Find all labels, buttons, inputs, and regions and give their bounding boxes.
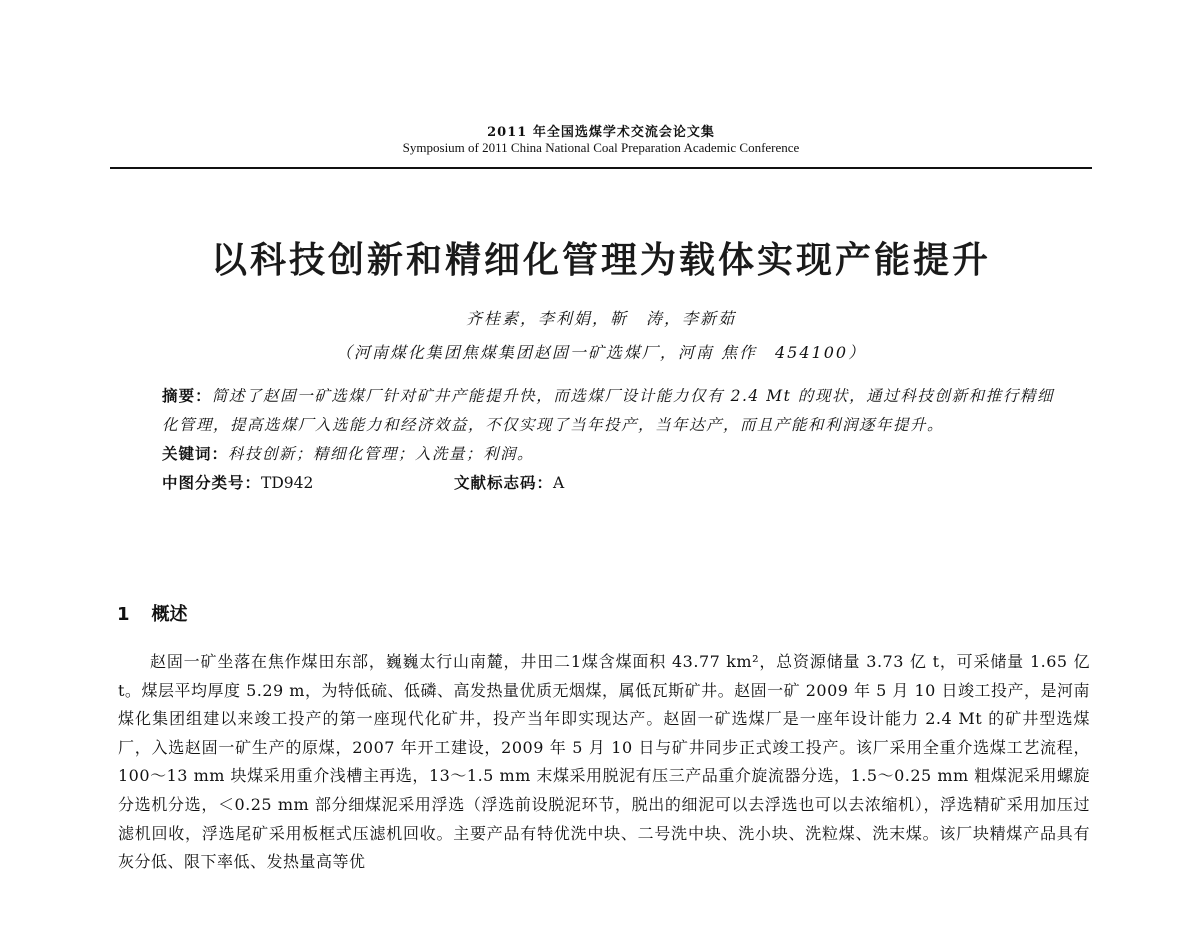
body-text [118,648,1090,877]
keywords-label: 关键词： [162,445,229,463]
document-code-label: 文献标志码： [454,474,554,492]
keywords [162,440,1054,469]
section-number: 1 [117,604,130,625]
abstract [162,382,1054,440]
classification-row [162,469,1054,498]
running-head [110,126,1092,156]
document-code-value: A [553,474,565,492]
abstract-text: 简述了赵固一矿选煤厂针对矿井产能提升快，而选煤厂设计能力仅有 2.4 Mt 的现状，通过科技创新和推行精细化管理，提高选煤厂入选能力和经济效益，不仅实现了当年投产，当年达产，而且产能和利润逐年提升。 [162,387,1054,434]
running-head-english: Symposium of 2011 China National Coal Preparation Academic Conference [402,139,800,155]
clc-value: TD942 [261,474,314,492]
paper-title: 以科技创新和精细化管理为载体实现产能提升 [210,240,991,281]
section-title: 概述 [151,604,188,625]
section-heading [117,600,210,626]
keywords-text: 科技创新；精细化管理；入洗量；利润。 [228,445,535,463]
author-list: 齐桂素，李利娟，靳 涛，李新茹 [465,309,736,328]
clc-number [162,469,454,498]
author-affiliation: （河南煤化集团焦煤集团赵固一矿选煤厂，河南 焦作 454100） [335,343,867,362]
document-code [454,469,564,498]
running-head-chinese: 2011 年全国选煤学术交流会论文集 [487,125,715,140]
abstract-block [162,382,1054,498]
header-rule [110,167,1092,169]
clc-label: 中图分类号： [162,474,262,492]
body-paragraph: 赵固一矿坐落在焦作煤田东部，巍巍太行山南麓，井田二1煤含煤面积 43.77 km²，总资源储量 3.73 亿 t，可采储量 1.65 亿 t。煤层平均厚度 5.29 m，为特低硫、低磷、高发热量优质无烟煤，属低瓦斯矿井。赵固一矿 2009 年 5 月 10 日竣工投产，是河南煤化集团组建以来竣工投产的第一座现代化矿井，投产当年即实现达产。赵固一矿选煤厂是一座年设计能力 2.4 Mt 的矿井型选煤厂，入选赵固一矿生产的原煤，2007 年开工建设，2009 年 5 月 10 日与矿井同步正式竣工投产。该厂采用全重介选煤工艺流程，100～13 mm 块煤采用重介浅槽主再选，13～1.5 mm 末煤采用脱泥有压三产品重介旋流器分选，1.5～0.25 mm 粗煤泥采用螺旋分选机分选，＜0.25 mm 部分细煤泥采用浮选（浮选前设脱泥环节，脱出的细泥可以去浮选也可以去浓缩机），浮选精矿采用加压过滤机回收，浮选尾矿采用板框式压滤机回收。主要产品有特优洗中块、二号洗中块、洗小块、洗粒煤、洗末煤。该厂块精煤产品具有灰分低、限下率低、发热量高等优 [118,652,1090,872]
abstract-label: 摘要： [162,387,212,405]
